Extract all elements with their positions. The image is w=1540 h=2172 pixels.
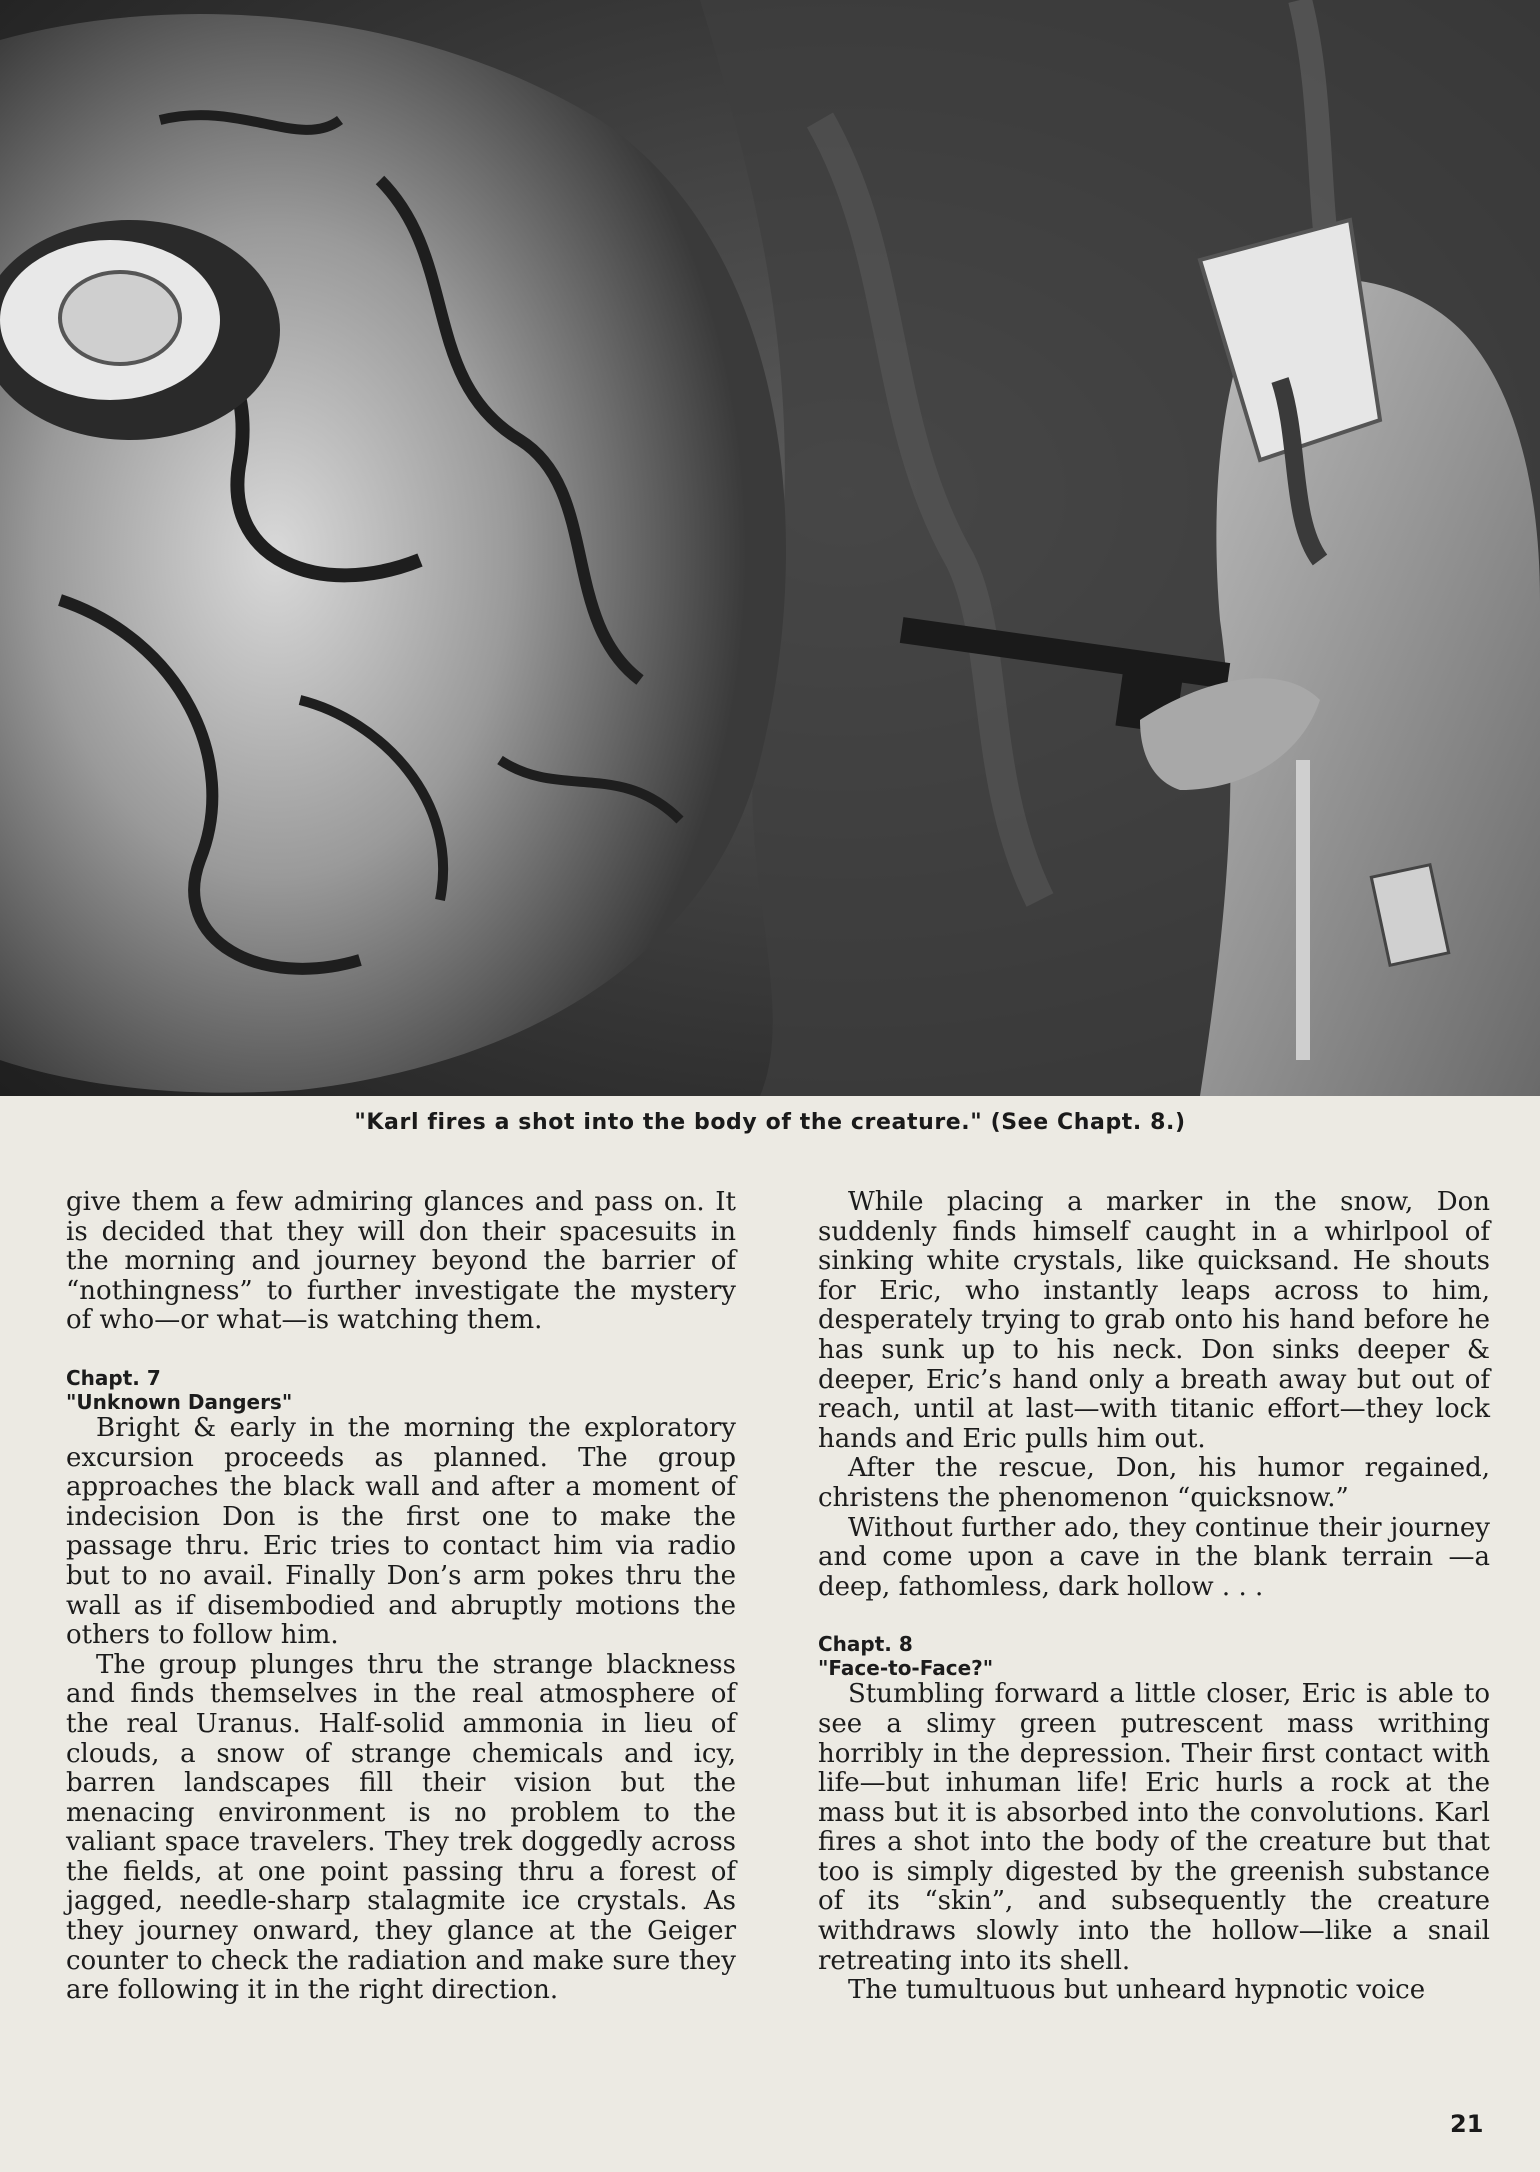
right-column [818,1188,1490,2006]
chapter-8-title: "Face-to-Face?" [818,1656,994,1681]
photo-caption: "Karl fires a shot into the body of the creature." (See Chapt. 8.) [354,1110,1186,1135]
chapter-7-label: Chapt. 7 [66,1365,161,1390]
chapter-8-label: Chapt. 8 [818,1632,913,1657]
paragraph: The group plunges thru the strange blackness and finds themselves in the real atmosphere of the real Uranus. Half-solid ammonia in lieu of clouds, a snow of strange chemicals and icy, barren landscapes fill their vision but the menacing environment is no problem to the valiant space travelers. They trek doggedly across the fields, at one point passing thru a forest of jagged, needle-sharp stalagmite ice crystals. As they journey onward, they glance at the Geiger counter to check the radiation and make sure they are following it in the right direction. [66,1649,736,2006]
paragraph: Bright & early in the morning the exploratory excursion proceeds as planned. The group approaches the black wall and after a moment of indecision Don is the first one to make the passage thru. Eric tries to contact him via radio but to no avail. Finally Don’s arm pokes thru the wall as if disembodied and abruptly motions the others to follow him. [66,1412,736,1651]
paragraph: Without further ado, they continue their journey and come upon a cave in the blank terrain —a deep, fathomless, dark hollow . . . [818,1512,1490,1602]
page-number: 21 [1450,2110,1484,2138]
paragraph: Stumbling forward a little closer, Eric is able to see a slimy green putrescent mass writhing horribly in the depression. Their first contact with life—but inhuman life! Eric hurls a rock at the mass but it is absorbed into the convolutions. Karl fires a shot into the body of the creature but that too is simply digested by the greenish substance of its “skin”, and subsequently the creature withdraws slowly into the hollow—like a snail retreating into its shell. [818,1679,1490,1976]
paragraph: After the rescue, Don, his humor regained, christens the phenomenon “quicksnow.” [818,1453,1490,1513]
intro-paragraph: give them a few admiring glances and pass on. It is decided that they will don their spacesuits in the morning and journey beyond the barrier of “nothingness” to further investigate the mystery of who—or what—is watching them. [66,1187,736,1336]
left-column [66,1188,736,2006]
paragraph: While placing a marker in the snow, Don suddenly finds himself caught in a whirlpool of sinking white crystals, like quicksand. He shouts for Eric, who instantly leaps across to him, desperately trying to grab onto his hand before he has sunk up to his neck. Don sinks deeper & deeper, Eric’s hand only a breath away but out of reach, until at last—with titanic effort—they lock hands and Eric pulls him out. [818,1187,1490,1454]
chapter-8-heading [818,1632,1490,1680]
chapter-7-title: "Unknown Dangers" [66,1389,293,1414]
chapter-7-heading [66,1366,736,1414]
paragraph: The tumultuous but unheard hypnotic voice [848,1975,1426,2006]
